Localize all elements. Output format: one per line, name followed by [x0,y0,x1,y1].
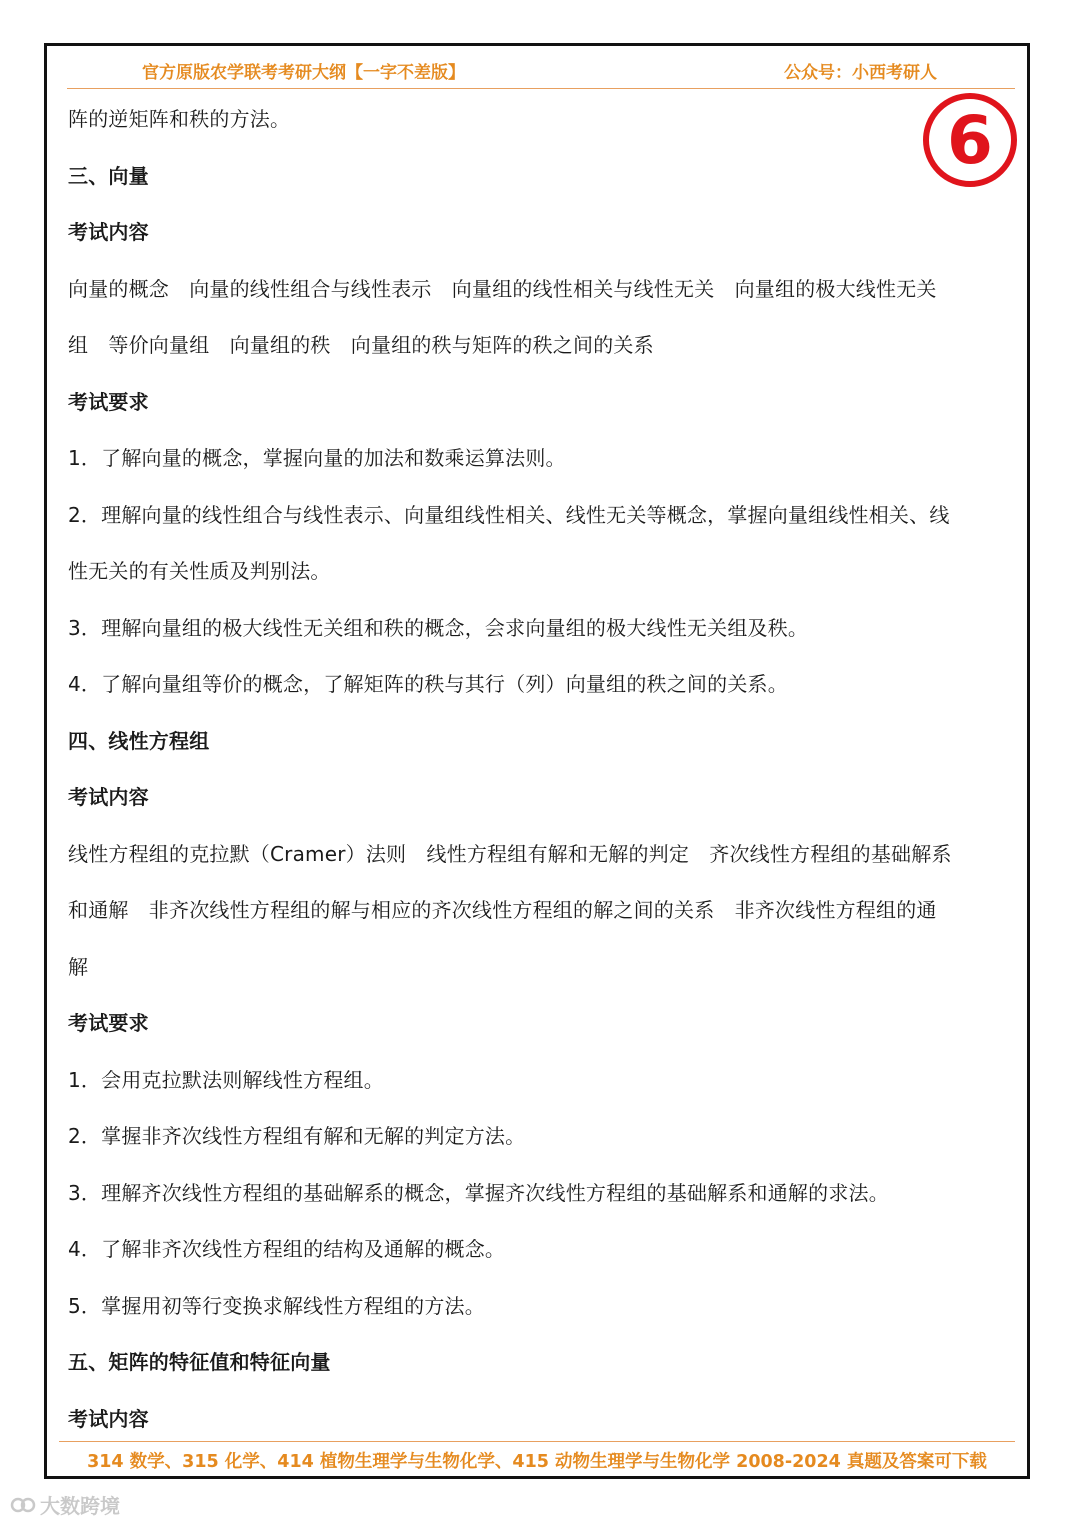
body-text-line: 2．掌握非齐次线性方程组有解和无解的判定方法。 [68,1124,526,1148]
body-text-line: 向量的概念 向量的线性组合与线性表示 向量组的线性相关与线性无关 向量组的极大线性无关 [68,276,937,301]
body-text-line: 4．了解非齐次线性方程组的结构及通解的概念。 [68,1237,506,1261]
section-heading: 考试内容 [68,220,149,244]
body-text-line: 4．了解向量组等价的概念，了解矩阵的秩与其行（列）向量组的秩之间的关系。 [68,672,788,696]
page-number-badge: 6 [923,93,1017,187]
body-text-line: 3．理解齐次线性方程组的基础解系的概念，掌握齐次线性方程组的基础解系和通解的求法。 [68,1180,889,1205]
body-text-line: 性无关的有关性质及判别法。 [68,559,331,583]
page-frame [44,43,1030,1479]
section-heading: 四、线性方程组 [68,728,210,753]
body-text-line: 线性方程组的克拉默（Cramer）法则 线性方程组有解和无解的判定 齐次线性方程组的基础解系 [68,841,952,866]
section-heading: 五、矩阵的特征值和特征向量 [68,1350,331,1374]
watermark [10,1490,120,1519]
header-wechat-account: 公众号：小西考研人 [784,63,937,83]
body-text-line: 阵的逆矩阵和秩的方法。 [68,107,291,131]
section-heading: 考试内容 [68,1406,149,1431]
page-footer: 314 数学、315 化学、414 植物生理学与生物化学、415 动物生理学与生物化学 2008-2024 真题及答案可下载 [59,1441,1015,1473]
watermark-text: 大数跨境 [40,1494,120,1518]
section-heading: 考试要求 [68,389,149,414]
section-heading: 三、向量 [68,163,149,188]
body-text-line: 组 等价向量组 向量组的秩 向量组的秩与矩阵的秩之间的关系 [68,333,654,357]
section-heading: 考试内容 [68,785,149,809]
body-text-line: 解 [68,954,89,979]
body-text-line: 1．了解向量的概念，掌握向量的加法和数乘运算法则。 [68,446,566,470]
body-text-line: 1．会用克拉默法则解线性方程组。 [68,1067,384,1092]
page-header [67,56,1015,89]
body-text-line: 和通解 非齐次线性方程组的解与相应的齐次线性方程组的解之间的关系 非齐次线性方程组的通 [68,898,937,922]
header-title: 官方原版农学联考考研大纲【一字不差版】 [142,63,465,83]
body-text-line: 5．掌握用初等行变换求解线性方程组的方法。 [68,1293,485,1318]
section-heading: 考试要求 [68,1011,149,1035]
document-body [68,97,1023,1453]
watermark-logo-icon [10,1494,36,1516]
body-text-line: 2．理解向量的线性组合与线性表示、向量组线性相关、线性无关等概念，掌握向量组线性相关、线 [68,502,950,527]
body-text-line: 3．理解向量组的极大线性无关组和秩的概念，会求向量组的极大线性无关组及秩。 [68,615,809,640]
